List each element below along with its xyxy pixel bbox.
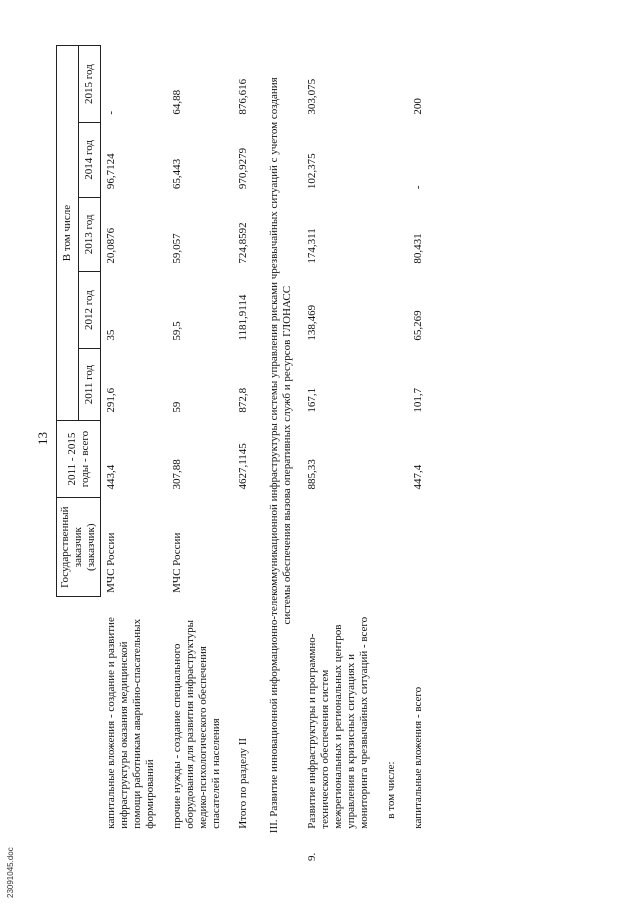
row-number: 9. (305, 852, 318, 861)
header-total: 2011 - 2015 годы - всего (57, 421, 101, 498)
table-row: 9. Развитие инфраструктуры и программно-технического обеспечения систем межрегиональных и региональных центров управления в кризисных ситуациях и мониторинга чрезвычайных ситуаций - всего 885,33 167,1 138,469 174,311 102,375 303,075 (302, 46, 381, 866)
rotated-content (35, 25, 540, 865)
table-row: капитальные вложения - создание и развитие инфраструктуры оказания медицинской помощи работникам аварийно-спасательных формирований МЧС России 443,4 291,6 35 20,0876 96,7124 - (101, 46, 167, 866)
row-name: в том числе: (384, 761, 397, 819)
header-customer: Государственный заказчик (заказчик) (57, 498, 101, 597)
row-name: капитальные вложения - всего (411, 686, 424, 829)
row-customer: МЧС России (105, 532, 117, 593)
row-name: капитальные вложения - создание и развитие инфраструктуры оказания медицинской помощи работникам аварийно-спасательных формирований (104, 617, 156, 829)
row-name: прочие нужды - создание специального оборудования для развития инфраструктуры медико-психологического обеспечения спасателей и населения (170, 619, 222, 829)
page-number: 13 (35, 432, 50, 445)
header-row-1 (57, 46, 79, 866)
row-customer: МЧС России (170, 532, 183, 593)
header-year-2012: 2012 год (79, 272, 101, 349)
table-row: капитальные вложения - всего 447,4 101,7 65,269 80,431 - 200 (408, 46, 435, 866)
footer-file-code: 23091045.doc (6, 847, 15, 898)
row-name: Итого по разделу II (236, 737, 249, 829)
section-heading-row (260, 46, 302, 866)
table-row-total: Итого по разделу II 4627,1145 872,8 1181,9114 724,8592 970,9279 876,616 (233, 46, 260, 866)
row-name: Развитие инфраструктуры и программно-технического обеспечения систем межрегиональных и региональных центров управления в кризисных ситуациях и мониторинга чрезвычайных ситуаций - всего (305, 616, 370, 829)
header-year-2011: 2011 год (79, 349, 101, 421)
budget-table (56, 45, 435, 865)
header-including: В том числе (57, 46, 79, 421)
header-year-2015: 2015 год (79, 46, 101, 123)
section-title: III. Развитие инновационной информационно-телекоммуникационной инфраструктуры системы управления рисками чрезвычайных ситуаций с учетом создания системы обеспечения вызова оперативных служб и ресурсов ГЛОНАСС (267, 77, 293, 834)
header-year-2014: 2014 год (79, 123, 101, 197)
table-row: прочие нужды - создание специального оборудования для развития инфраструктуры медико-психологического обеспечения спасателей и населения МЧС России 307,88 59 59,5 59,057 65,443 64,88 (167, 46, 233, 866)
header-year-2013: 2013 год (79, 197, 101, 271)
table-row (381, 46, 408, 866)
